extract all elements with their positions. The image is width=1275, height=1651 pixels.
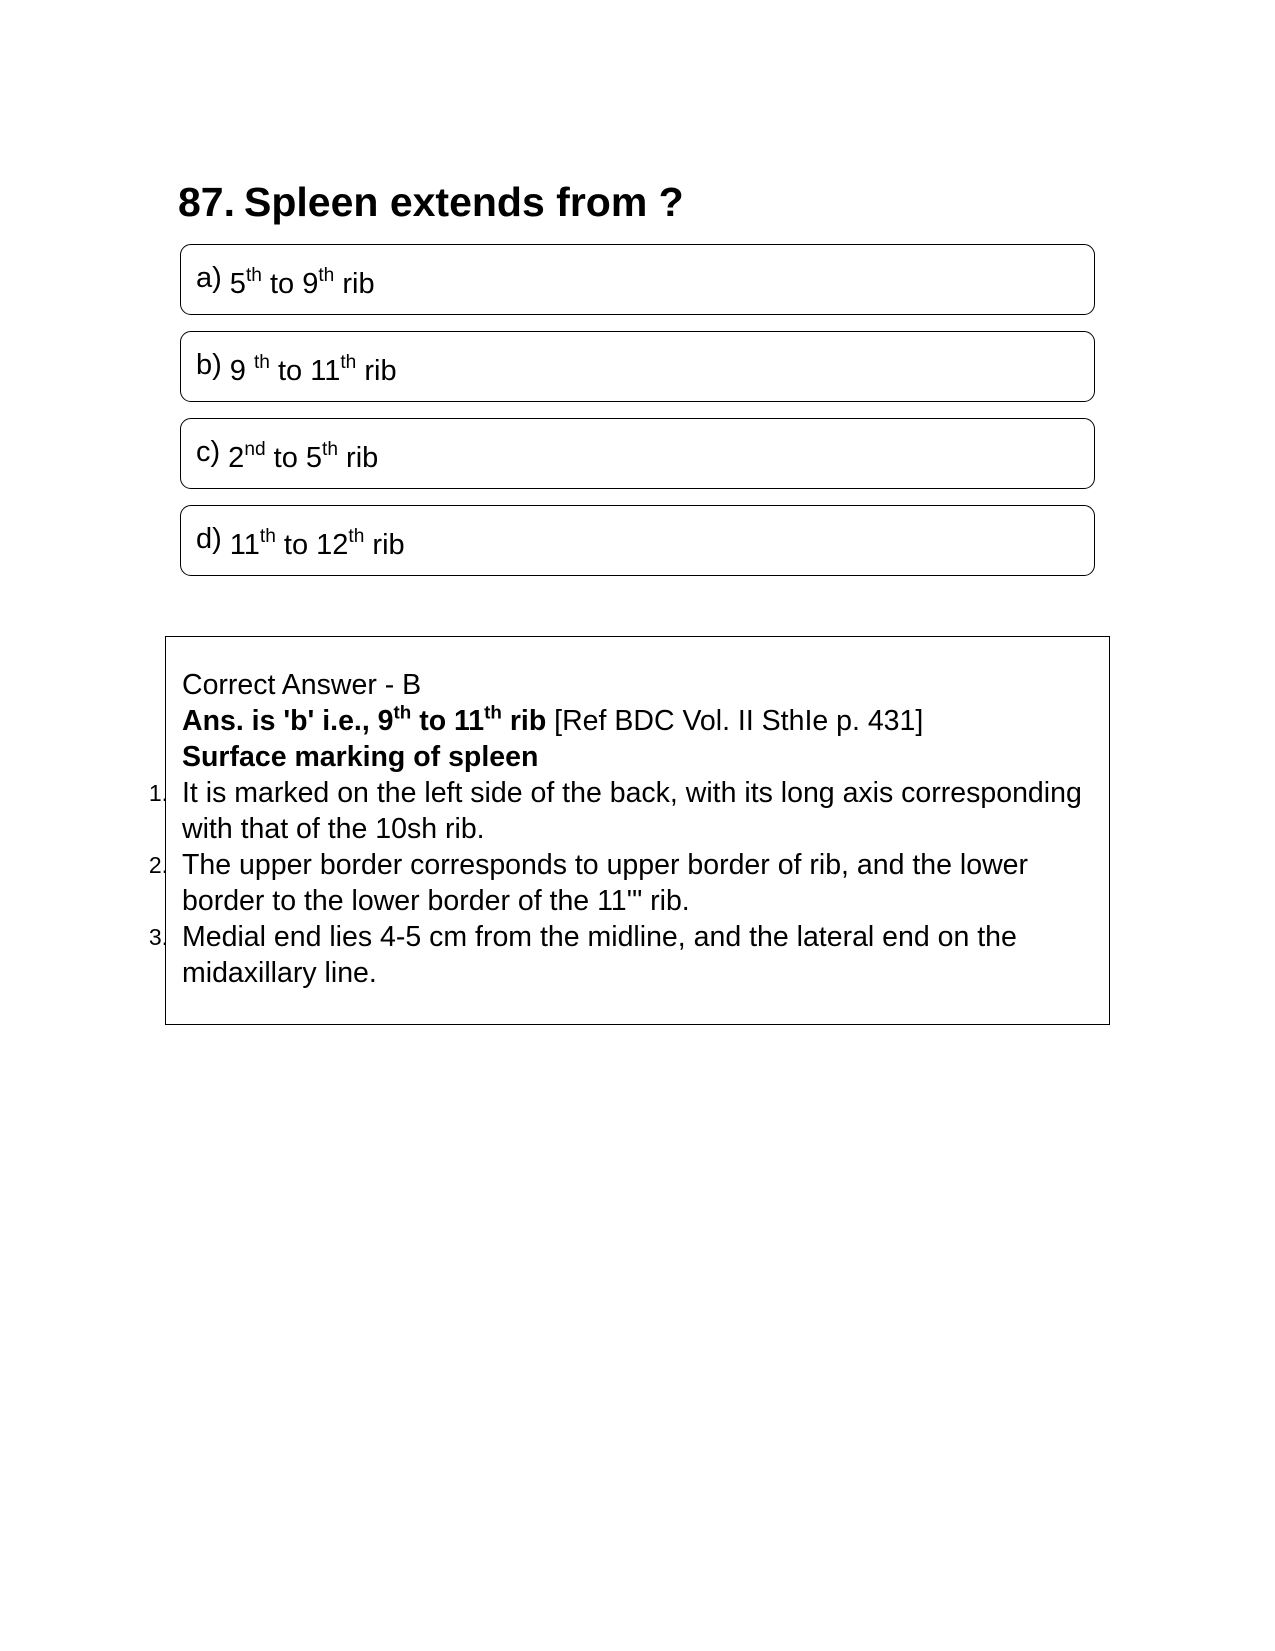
text-run: to 12 (275, 529, 349, 561)
text-run: to 9 (261, 268, 319, 300)
question-text: Spleen extends from ? (244, 179, 684, 225)
text-run: to 11 (269, 355, 341, 387)
list-marker: 2. (148, 852, 168, 878)
text-run: rib (364, 529, 405, 561)
text-run: 9 (229, 355, 254, 387)
subheading: Surface marking of spleen (182, 741, 539, 773)
answer-reference: [Ref BDC Vol. II SthIe p. 431] (546, 705, 924, 737)
option-b[interactable] (180, 331, 1095, 402)
option-d[interactable] (180, 505, 1095, 576)
list-item-text: Medial end lies 4-5 cm from the midline, and the lateral end on the midaxillary line. (182, 921, 1017, 989)
option-text (229, 526, 405, 561)
text-run: to 5 (265, 442, 323, 474)
text-run: rib (501, 705, 547, 737)
option-letter: d) (196, 523, 222, 555)
text-run: Ans. is 'b' i.e., 9 (182, 705, 394, 737)
option-letter: c) (196, 436, 221, 468)
list-item-text: The upper border corresponds to upper border of rib, and the lower border to the lower border of the 11'" rib. (182, 849, 1028, 917)
text-run: rib (356, 355, 397, 387)
ordinal-suffix: th (322, 439, 338, 461)
question-number: 87. (178, 179, 235, 225)
answer-content (148, 667, 1092, 991)
list-item-text: It is marked on the left side of the back, with its long axis corresponding with that of the 10sh rib. (182, 777, 1082, 845)
text-run: to 11 (411, 705, 485, 737)
text-run: rib (334, 268, 375, 300)
ordinal-suffix: th (253, 352, 270, 374)
text-run: 5 (229, 268, 246, 300)
text-run: rib (337, 442, 379, 474)
answer-statement (182, 701, 547, 737)
points-list (148, 775, 1092, 991)
list-marker: 1. (148, 780, 168, 806)
option-text (229, 352, 397, 387)
ordinal-suffix: th (245, 265, 262, 287)
list-item (148, 919, 1092, 991)
answer-box (148, 636, 1110, 1025)
ordinal-suffix: th (393, 701, 412, 723)
list-marker: 3. (148, 924, 168, 950)
option-text (228, 439, 379, 474)
ordinal-suffix: th (318, 265, 335, 287)
ordinal-suffix: nd (244, 439, 266, 461)
option-text (229, 265, 375, 300)
ordinal-suffix: th (348, 526, 365, 548)
correct-answer: Correct Answer - B (182, 669, 422, 701)
answer-explanation (182, 703, 1092, 739)
text-run: 2 (228, 442, 245, 474)
ordinal-suffix: th (340, 352, 357, 374)
question-heading (178, 178, 684, 226)
list-item (148, 775, 1092, 847)
option-a[interactable] (180, 244, 1095, 315)
options-list (180, 244, 1095, 592)
ordinal-suffix: th (484, 701, 502, 723)
option-letter: a) (196, 262, 222, 294)
option-c[interactable] (180, 418, 1095, 489)
option-letter: b) (196, 349, 222, 381)
ordinal-suffix: th (259, 526, 276, 548)
list-item (148, 847, 1092, 919)
text-run: 11 (229, 529, 260, 561)
